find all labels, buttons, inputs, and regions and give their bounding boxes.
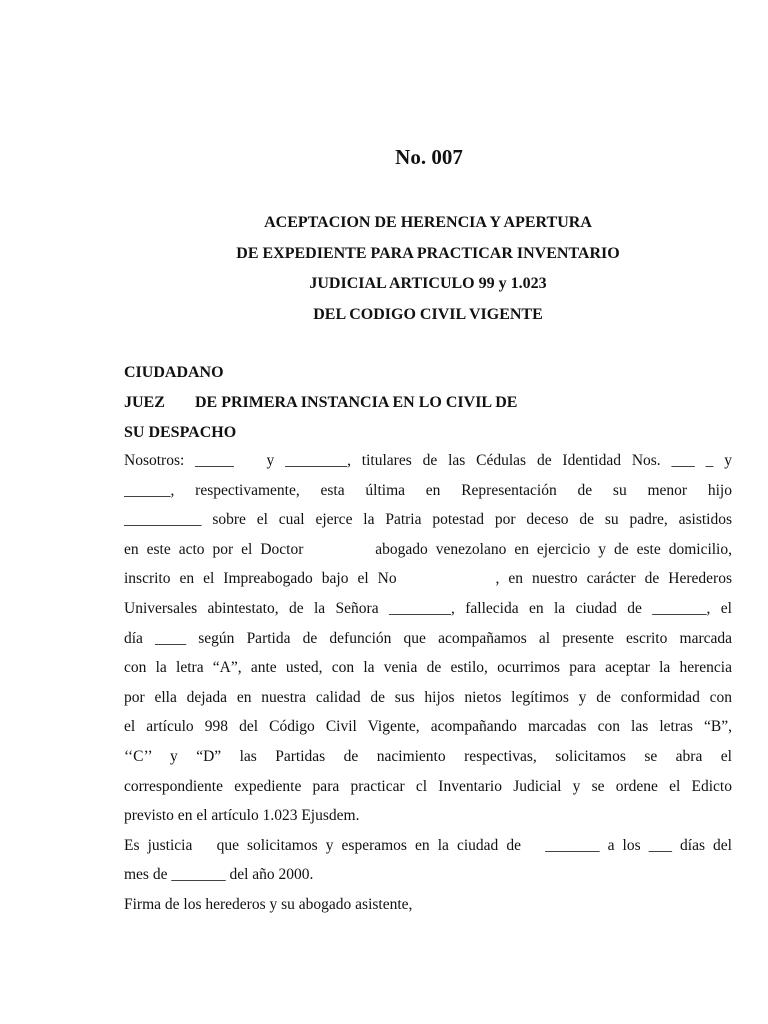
document-title xyxy=(124,208,732,330)
body-line: día ____ según Partida de defunción que acompañamos al presente escrito marcada xyxy=(124,629,732,647)
body-line: el artículo 998 del Código Civil Vigente, acompañando marcadas con las letras “B”, xyxy=(124,718,732,736)
title-line: DEL CODIGO CIVIL VIGENTE xyxy=(313,305,543,323)
body-line: Universales abintestato, de la Señora ________, fallecida en la ciudad de _______, el xyxy=(124,599,732,617)
body-line: ‘‘C’’ y “D” las Partidas de nacimiento respectivas, solicitamos se abra el xyxy=(124,747,732,765)
addressee-line-citizen: CIUDADANO xyxy=(124,364,224,381)
body-line: inscrito en el Impreabogado bajo el No , en nuestro carácter de Herederos xyxy=(124,570,732,588)
body-line: por ella dejada en nuestra calidad de sus hijos nietos legítimos y de conformidad con xyxy=(124,688,732,706)
body-line: Nosotros: _____ y ________, titulares de las Cédulas de Identidad Nos. ___ _ y xyxy=(124,452,732,469)
addressee-line-office: SU DESPACHO xyxy=(124,424,237,441)
title-line: DE EXPEDIENTE PARA PRACTICAR INVENTARIO xyxy=(236,244,620,262)
body-line: mes de _______ del año 2000. xyxy=(124,866,314,884)
body-line: correspondiente expediente para practicar cl Inventario Judicial y se ordene el Edicto xyxy=(124,777,732,795)
document-number: No. 007 xyxy=(395,145,463,169)
body-line: en este acto por el Doctor abogado venezolano en ejercicio y de este domicilio, xyxy=(124,540,732,558)
body-line: __________ sobre el cual ejerce la Patria potestad por deceso de su padre, asistidos xyxy=(124,511,732,529)
body-line: Firma de los herederos y su abogado asistente, xyxy=(124,895,413,913)
body-line: con la letra “A”, ante usted, con la venia de estilo, ocurrimos para aceptar la herencia xyxy=(124,659,732,677)
body-line: previsto en el artículo 1.023 Ejusdem. xyxy=(124,807,360,825)
addressee-court: DE PRIMERA INSTANCIA EN LO CIVIL DE xyxy=(195,394,518,411)
addressee-line-judge xyxy=(124,388,732,418)
addressee-judge-word: JUEZ xyxy=(124,394,165,411)
body-line: Es justicia que solicitamos y esperamos en la ciudad de _______ a los ___ días del xyxy=(124,836,732,854)
addressee-block xyxy=(124,358,732,448)
document-body xyxy=(124,446,732,920)
body-line: ______, respectivamente, esta última en Representación de su menor hijo xyxy=(124,481,732,499)
title-line: JUDICIAL ARTICULO 99 y 1.023 xyxy=(309,275,547,292)
title-line: ACEPTACION DE HERENCIA Y APERTURA xyxy=(264,214,592,231)
